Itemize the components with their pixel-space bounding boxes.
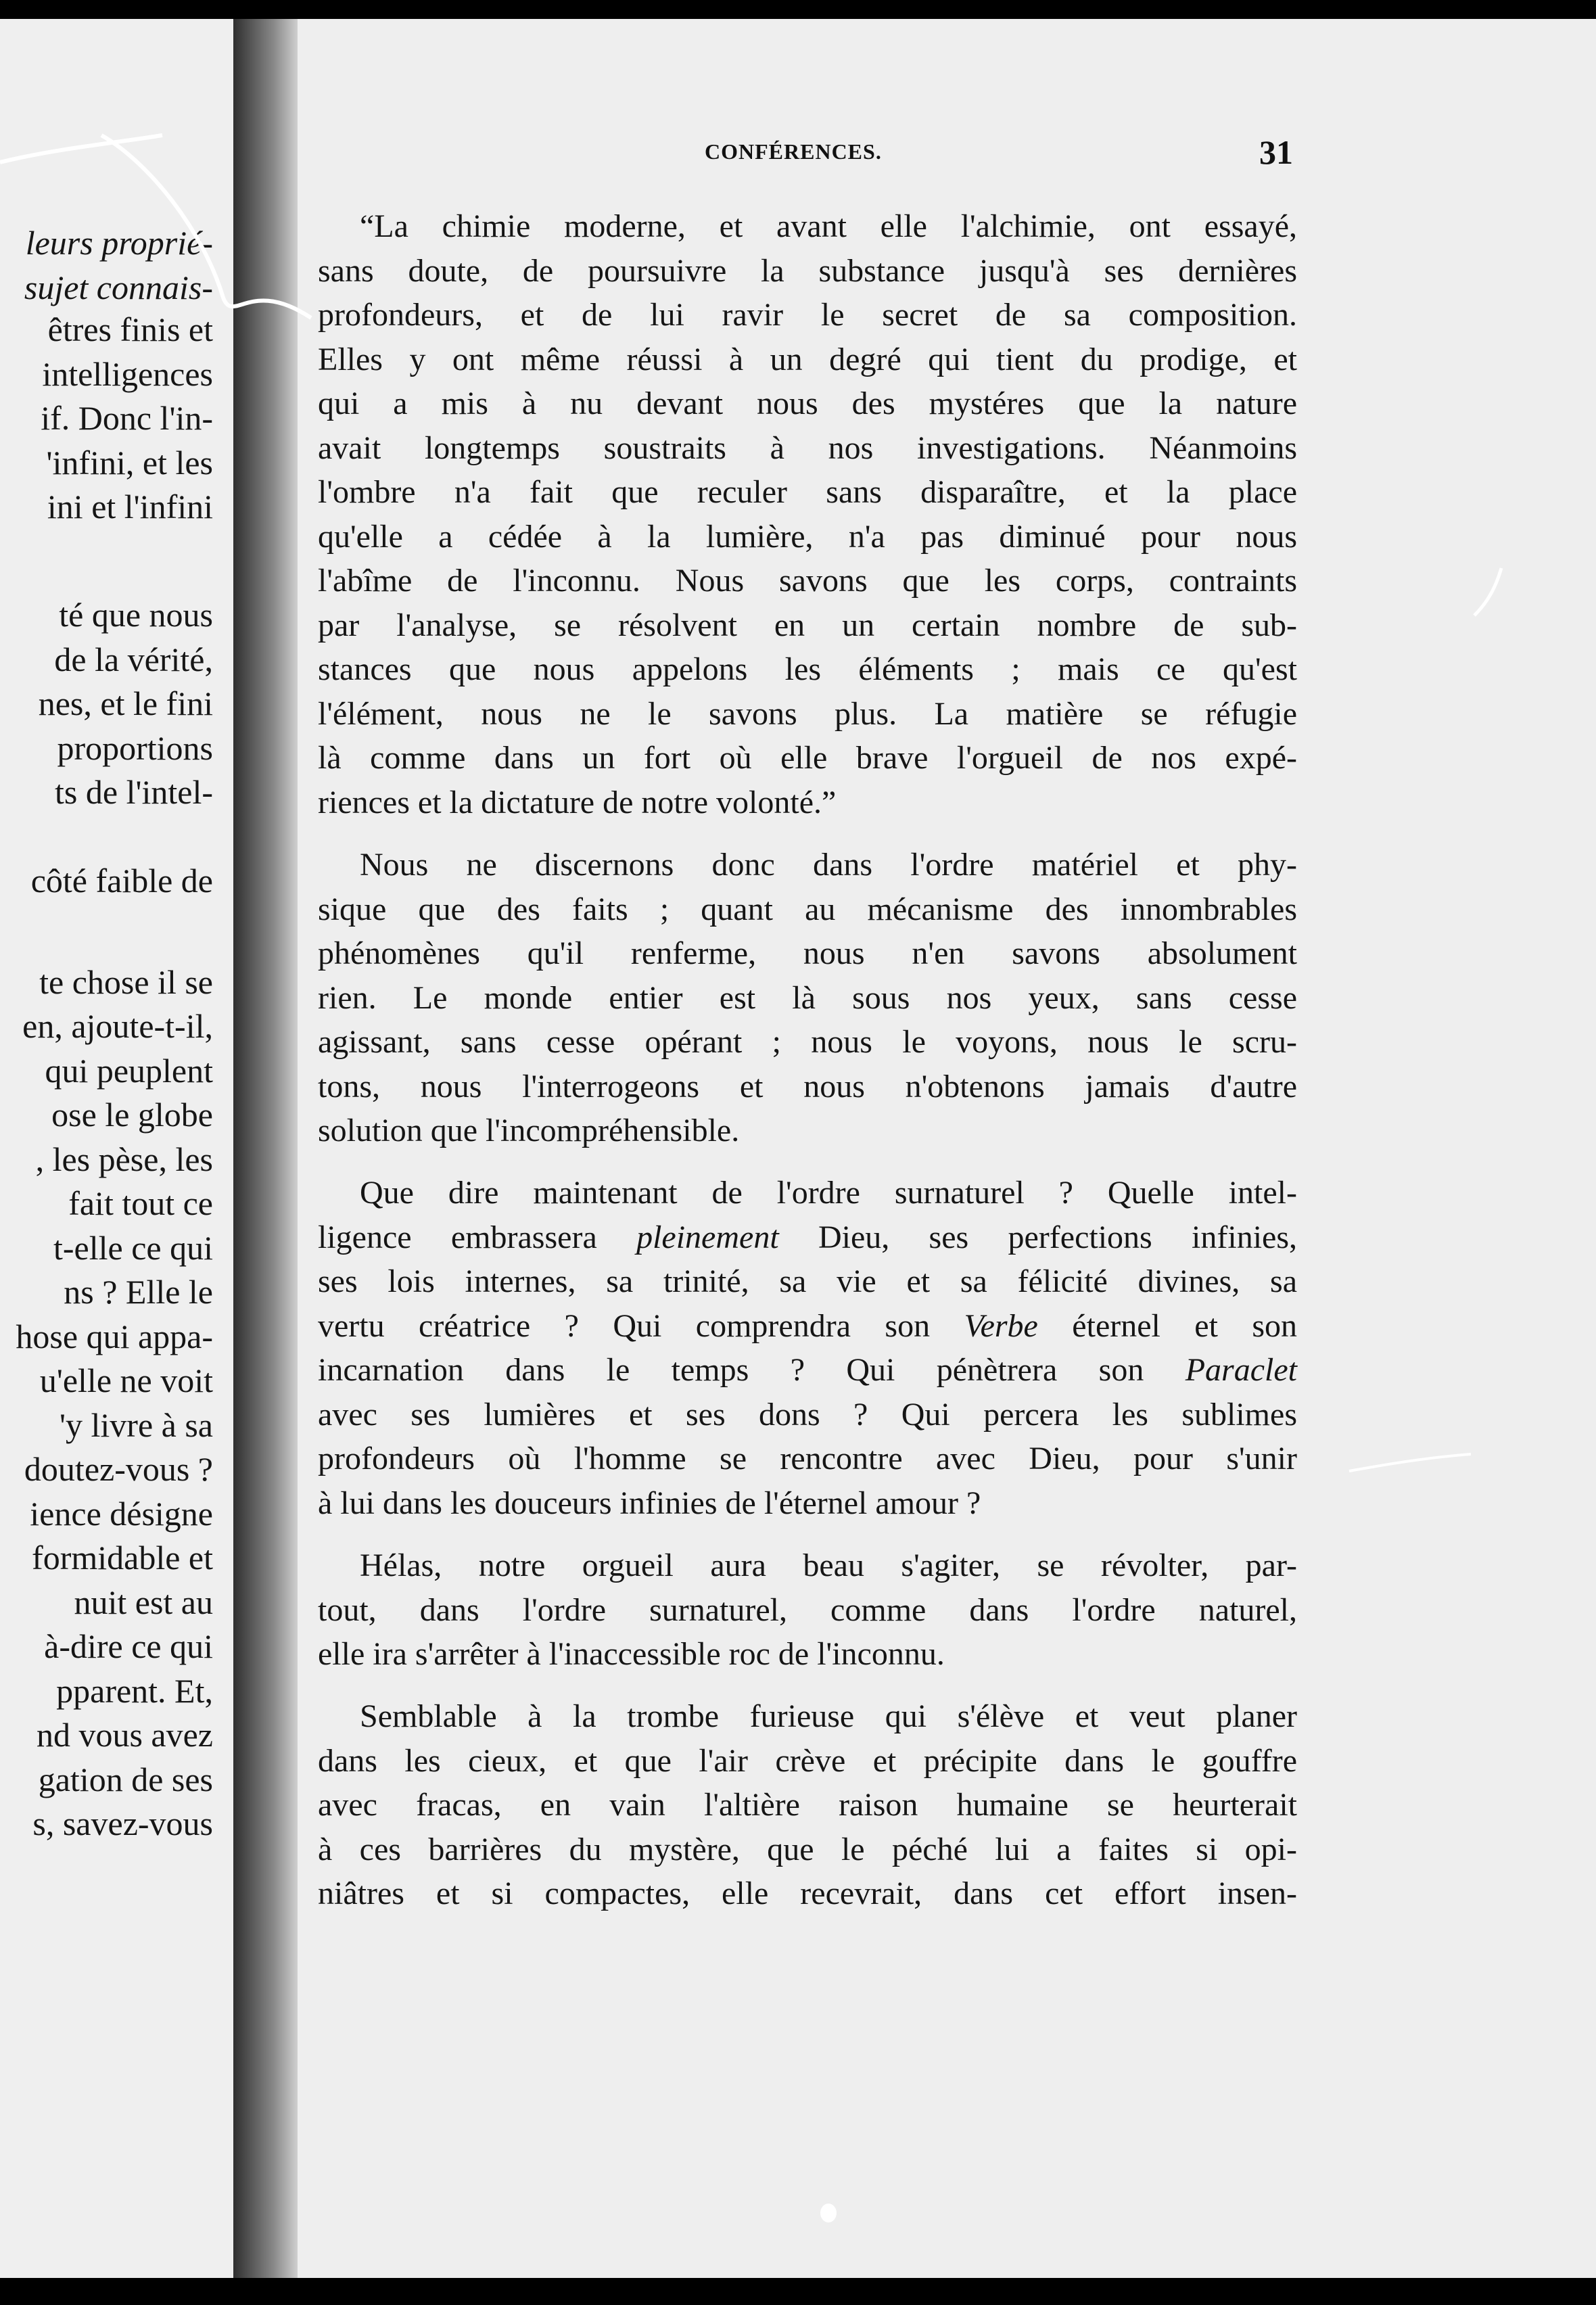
body-line: l'élément, nous ne le savons plus. La matière se réfugie <box>318 696 1297 732</box>
body-line: avec fracas, en vain l'altière raison humaine se heurterait <box>318 1787 1297 1823</box>
left-page-line: nd vous avez <box>36 1716 213 1754</box>
body-line: tout, dans l'ordre surnaturel, comme dans l'ordre naturel, <box>318 1592 1297 1628</box>
body-line: elle ira s'arrêter à l'inaccessible roc de l'inconnu. <box>318 1636 945 1672</box>
body-line: avait longtemps soustraits à nos investigations. Néanmoins <box>318 430 1297 466</box>
body-line: stances que nous appelons les éléments ; mais ce qu'est <box>318 651 1297 687</box>
left-facing-page <box>0 19 233 2278</box>
body-line: ses lois internes, sa trinité, sa vie et sa félicité divines, sa <box>318 1263 1297 1299</box>
body-line: qui a mis à nu devant nous des mystéres que la nature <box>318 386 1297 421</box>
text-run: incarnation dans le temps ? Qui pénètrera son <box>318 1352 1144 1388</box>
left-page-line: de la vérité, <box>54 641 213 678</box>
left-page-line: if. Donc l'in- <box>41 399 213 437</box>
body-line: sique que des faits ; quant au mécanisme des innombrables <box>318 891 1297 927</box>
left-page-line: ience désigne <box>30 1495 213 1533</box>
left-page-line: sujet connais- <box>24 269 213 306</box>
left-page-line: gation de ses <box>38 1761 213 1798</box>
left-page-line: s, savez-vous <box>32 1805 213 1842</box>
body-line: sans doute, de poursuivre la substance jusqu'à ses dernières <box>318 253 1297 289</box>
text-run: ligence embrassera <box>318 1219 597 1255</box>
body-line: phénomènes qu'il renferme, nous n'en savons absolument <box>318 935 1297 971</box>
body-line <box>318 1307 1297 1345</box>
body-line <box>318 1219 1297 1257</box>
text-run: Dieu, ses perfections infinies, <box>818 1219 1298 1255</box>
italic-emphasis: Verbe <box>964 1308 1038 1344</box>
body-line: l'abîme de l'inconnu. Nous savons que les corps, contraints <box>318 563 1297 599</box>
body-line: agissant, sans cesse opérant ; nous le voyons, nous le scru- <box>318 1024 1297 1060</box>
body-line: avec ses lumières et ses dons ? Qui percera les sublimes <box>318 1397 1297 1433</box>
body-line: profondeurs, et de lui ravir le secret de sa composition. <box>318 297 1297 333</box>
left-page-line: hose qui appa- <box>16 1318 213 1355</box>
left-page-line: te chose il se <box>39 963 213 1001</box>
italic-emphasis: pleinement <box>636 1219 779 1255</box>
left-page-line: en, ajoute-t-il, <box>22 1007 213 1045</box>
body-line: tons, nous l'interrogeons et nous n'obtenons jamais d'autre <box>318 1069 1297 1104</box>
left-page-line: 'y livre à sa <box>60 1406 213 1444</box>
left-page-line: proportions <box>57 729 213 767</box>
left-page-line: doutez-vous ? <box>24 1450 213 1488</box>
left-page-line: leurs proprié- <box>25 224 213 262</box>
left-page-line: ns ? Elle le <box>64 1273 213 1311</box>
body-line <box>318 1351 1297 1389</box>
left-page-line: qui peuplent <box>45 1052 213 1090</box>
left-page-line: côté faible de <box>30 862 213 900</box>
book-gutter <box>233 19 298 2278</box>
body-line: niâtres et si compactes, elle recevrait, dans cet effort insen- <box>318 1876 1297 1911</box>
left-page-line: 'infini, et les <box>46 444 213 482</box>
body-line: dans les cieux, et que l'air crève et précipite dans le gouffre <box>318 1743 1297 1779</box>
italic-emphasis: Paraclet <box>1185 1352 1298 1388</box>
body-line: “La chimie moderne, et avant elle l'alchimie, ont essayé, <box>360 208 1297 244</box>
left-page-line: ini et l'infini <box>47 488 213 526</box>
left-page-line: pparent. Et, <box>56 1672 213 1710</box>
page-number: 31 <box>1259 133 1293 171</box>
left-page-line: fait tout ce <box>68 1184 213 1222</box>
text-run: éternel et son <box>1072 1308 1298 1344</box>
body-line: Que dire maintenant de l'ordre surnaturel ? Quelle intel- <box>360 1175 1297 1211</box>
body-line: à lui dans les douceurs infinies de l'éternel amour ? <box>318 1485 981 1521</box>
left-page-line: formidable et <box>32 1539 213 1577</box>
left-page-line: intelligences <box>42 355 213 393</box>
text-run: vertu créatrice ? Qui comprendra son <box>318 1308 931 1344</box>
left-page-line: ts de l'intel- <box>55 773 213 811</box>
left-page-line: té que nous <box>59 596 213 634</box>
body-line: Nous ne discernons donc dans l'ordre matériel et phy- <box>360 847 1297 883</box>
body-line: Elles y ont même réussi à un degré qui tient du prodige, et <box>318 342 1297 377</box>
body-line: Semblable à la trombe furieuse qui s'élève et veut planer <box>360 1698 1297 1734</box>
body-line: là comme dans un fort où elle brave l'orgueil de nos expé- <box>318 740 1297 776</box>
body-line: par l'analyse, se résolvent en un certain nombre de sub- <box>318 607 1297 643</box>
body-line: Hélas, notre orgueil aura beau s'agiter, se révolter, par- <box>360 1547 1297 1583</box>
body-line: riences et la dictature de notre volonté.” <box>318 785 837 820</box>
left-page-line: nes, et le fini <box>38 684 213 722</box>
body-line: rien. Le monde entier est là sous nos yeux, sans cesse <box>318 980 1297 1016</box>
body-line: profondeurs où l'homme se rencontre avec Dieu, pour s'unir <box>318 1441 1297 1476</box>
left-page-line: ose le globe <box>51 1096 213 1134</box>
left-page-line: u'elle ne voit <box>39 1361 213 1399</box>
left-page-line: , les pèse, les <box>35 1140 213 1178</box>
left-page-line: t-elle ce qui <box>53 1229 213 1267</box>
left-page-line: à-dire ce qui <box>44 1627 213 1665</box>
left-page-line: êtres finis et <box>47 310 213 348</box>
body-line: solution que l'incompréhensible. <box>318 1113 740 1148</box>
left-page-line: nuit est au <box>74 1583 213 1621</box>
running-title: CONFÉRENCES. <box>705 139 882 164</box>
body-line: à ces barrières du mystère, que le péché lui a faites si opi- <box>318 1832 1297 1867</box>
body-line: qu'elle a cédée à la lumière, n'a pas diminué pour nous <box>318 519 1297 555</box>
body-line: l'ombre n'a fait que reculer sans disparaître, et la place <box>318 474 1297 510</box>
